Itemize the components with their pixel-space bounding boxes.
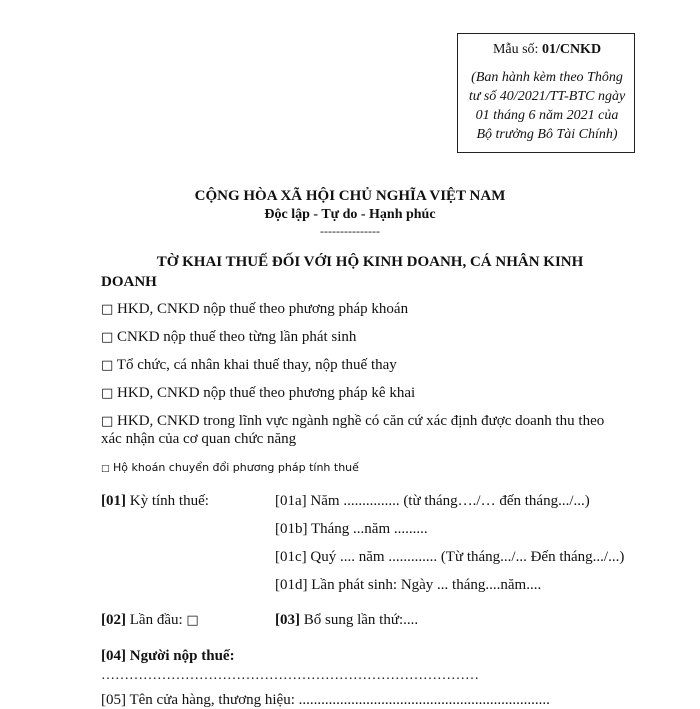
field-04-taxpayer: [04] Người nộp thuế: (101, 648, 235, 664)
form-title-line-2: DOANH (101, 274, 157, 290)
checkbox-icon[interactable]: □ (101, 464, 110, 474)
checkbox-icon[interactable]: □ (186, 613, 199, 628)
option-method-conversion[interactable]: □ Hộ khoán chuyển đổi phương pháp tính thuế (101, 461, 359, 474)
option-revenue-confirmed[interactable]: □ HKD, CNKD trong lĩnh vực ngành nghề có căn cứ xác định được doanh thu theo (101, 413, 605, 429)
field-01b[interactable]: [01b] Tháng ...năm ......... (275, 521, 428, 537)
option-declaration[interactable]: □ HKD, CNKD nộp thuế theo phương pháp kê khai (101, 385, 416, 401)
form-number: Mẫu số: 01/CNKD (492, 42, 602, 57)
field-05-partial: [05] Tên cửa hàng, thương hiệu: ................................................................... (101, 692, 550, 708)
option-per-occurrence[interactable]: □ CNKD nộp thuế theo từng lần phát sinh (101, 329, 357, 345)
issued-line-1: (Ban hành kèm theo Thông (471, 70, 623, 85)
form-title-line-1: TỜ KHAI THUẾ ĐỐI VỚI HỘ KINH DOANH, CÁ NHÂN KINH (156, 254, 584, 270)
motto: Độc lập - Tự do - Hạnh phúc (264, 207, 436, 222)
checkbox-icon[interactable]: □ (101, 386, 114, 401)
field-01c[interactable]: [01c] Quý .... năm ............. (Từ tháng.../... Đến tháng.../...) (275, 549, 625, 565)
option-withholding[interactable]: □ Tổ chức, cá nhân khai thuế thay, nộp thuế thay (101, 357, 397, 373)
form-number-box (457, 33, 635, 153)
issued-line-4: Bộ trưởng Bô Tài Chính) (476, 127, 618, 142)
checkbox-icon[interactable]: □ (101, 358, 114, 373)
country-name: CỘNG HÒA XÃ HỘI CHỦ NGHĨA VIỆT NAM (194, 188, 506, 204)
issued-line-2: tư số 40/2021/TT-BTC ngày (468, 89, 626, 104)
option-lump-sum[interactable]: □ HKD, CNKD nộp thuế theo phương pháp khoán (101, 301, 409, 317)
field-04-dots[interactable]: ……………………………………………………………………… (101, 668, 479, 683)
field-01d[interactable]: [01d] Lần phát sinh: Ngày ... tháng....năm.... (275, 577, 542, 593)
issued-line-3: 01 tháng 6 năm 2021 của (475, 108, 619, 123)
checkbox-icon[interactable]: □ (101, 302, 114, 317)
checkbox-icon[interactable]: □ (101, 330, 114, 345)
field-01-label: [01] Kỳ tính thuế: (101, 493, 209, 509)
field-01a[interactable]: [01a] Năm ............... (từ tháng…./… đến tháng.../...) (275, 493, 590, 509)
field-03-supplement[interactable]: [03] Bổ sung lần thứ:.... (275, 612, 419, 628)
header-divider: --------------- (320, 224, 380, 238)
option-revenue-confirmed-cont: xác nhận của cơ quan chức năng (101, 431, 297, 447)
field-02-first-time[interactable]: [02] Lần đầu: □ (101, 612, 199, 628)
checkbox-icon[interactable]: □ (101, 414, 114, 429)
